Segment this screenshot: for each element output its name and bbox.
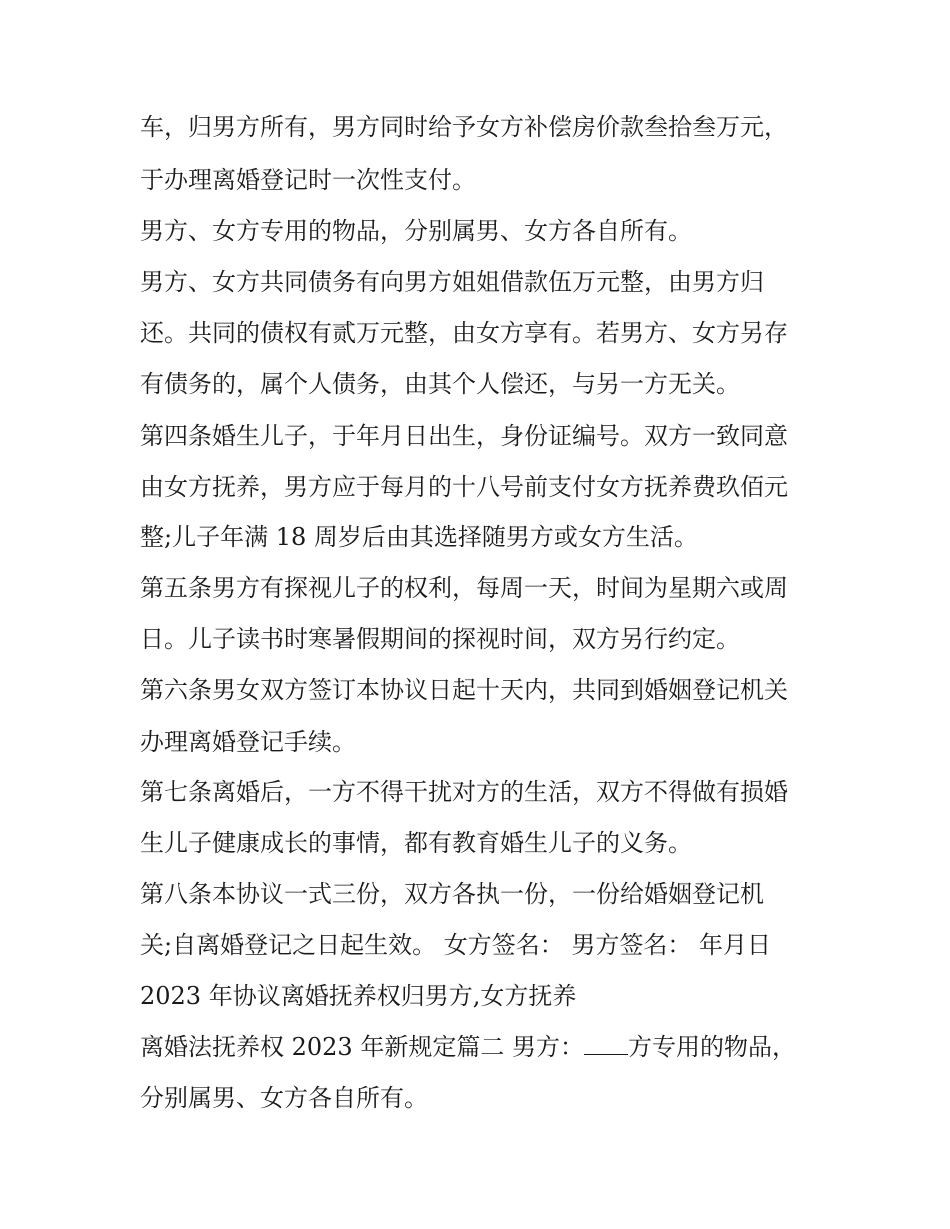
text-line: 于办理离婚登记时一次性支付。 <box>140 166 476 194</box>
text-line: 分别属男、女方各自所有。 <box>140 1084 428 1112</box>
text-line: 有债务的，属个人债务，由其个人偿还，与另一方无关。 <box>140 370 740 398</box>
text-line: 日。儿子读书时寒暑假期间的探视时间，双方另行约定。 <box>140 625 740 653</box>
text-line: 2023 年协议离婚抚养权归男方,女方抚养 <box>140 982 577 1010</box>
text-line: 第八条本协议一式三份，双方各执一份，一份给婚姻登记机 <box>140 880 764 908</box>
line-prefix: 离婚法抚养权 2023 年新规定篇二 男方： <box>140 1033 584 1061</box>
text-line: 第七条离婚后，一方不得干扰对方的生活，双方不得做有损婚 <box>140 778 788 806</box>
text-line: 男方、女方专用的物品，分别属男、女方各自所有。 <box>140 217 692 245</box>
text-line: 男方、女方共同债务有向男方姐姐借款伍万元整，由男方归 <box>140 268 764 296</box>
text-line: 第五条男方有探视儿子的权利，每周一天，时间为星期六或周 <box>140 574 788 602</box>
text-line: 关;自离婚登记之日起生效。 女方签名： 男方签名： 年月日 <box>140 931 771 959</box>
fill-in-blank <box>584 1034 628 1055</box>
text-line: 还。共同的债权有贰万元整，由女方享有。若男方、女方另存 <box>140 319 788 347</box>
text-line-with-blank <box>140 1032 796 1062</box>
text-line: 由女方抚养，男方应于每月的十八号前支付女方抚养费玖佰元 <box>140 473 788 501</box>
text-line: 车，归男方所有，男方同时给予女方补偿房价款叁拾叁万元， <box>140 113 788 141</box>
text-line: 生儿子健康成长的事情，都有教育婚生儿子的义务。 <box>140 829 692 857</box>
text-line: 第六条男女双方签订本协议日起十天内，共同到婚姻登记机关 <box>140 676 788 704</box>
line-suffix: 方专用的物品， <box>627 1033 796 1061</box>
text-line: 办理离婚登记手续。 <box>140 728 356 756</box>
text-line: 整;儿子年满 18 周岁后由其选择随男方或女方生活。 <box>140 523 698 551</box>
text-line: 第四条婚生儿子，于年月日出生，身份证编号。双方一致同意 <box>140 422 788 450</box>
